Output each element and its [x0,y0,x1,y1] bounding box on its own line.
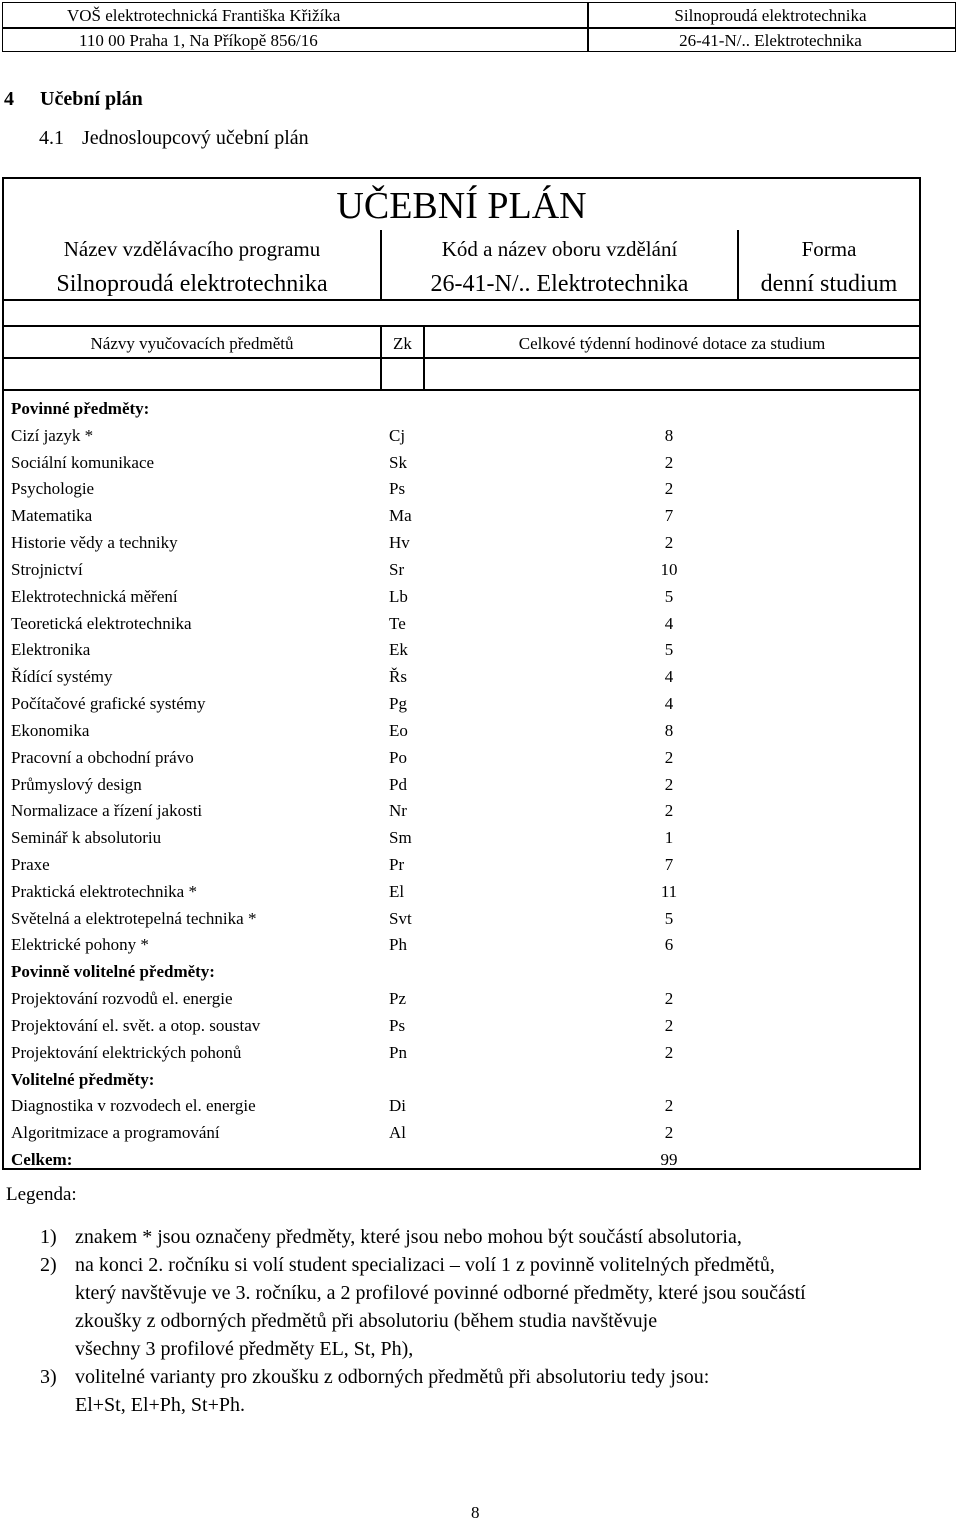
subject-name: Strojnictví [11,559,83,579]
legend-item [40,1363,950,1419]
subject-abbr: Lb [389,586,408,606]
subject-hours: 7 [664,506,674,526]
subject-hours: 7 [664,854,674,874]
subject-abbr: Pn [389,1042,407,1062]
subject-name: Ekonomika [11,720,90,740]
plan-title: UČEBNÍ PLÁN [336,185,587,227]
col-header-hours: Celkové týdenní hodinové dotace za studium [518,334,826,353]
subject-name: Teoretická elektrotechnika [11,613,192,633]
subject-name: Průmyslový design [11,774,142,794]
subject-abbr: Svt [389,908,412,928]
subject-abbr: Pg [389,694,407,714]
subject-name: Normalizace a řízení jakosti [11,801,203,821]
subject-hours: 2 [664,801,674,821]
subject-abbr: Sr [389,559,405,579]
study-plan-table [2,177,921,1170]
subject-name: Praxe [11,854,50,874]
subject-abbr: Cj [389,425,406,445]
field-label: Kód a název oboru vzdělání [441,237,678,261]
subject-abbr: Te [389,613,406,633]
legend-text: znakem * jsou označeny předměty, které jsou nebo mohou být součástí absolutoria, [75,1226,742,1248]
subject-name: Povinně volitelné předměty: [11,962,215,982]
subject-name: Počítačové grafické systémy [11,694,206,714]
subject-hours: 2 [664,1015,674,1035]
subject-hours: 2 [664,1123,674,1143]
school-address: 110 00 Praha 1, Na Příkopě 856/16 [79,31,318,50]
subject-name: Projektování elektrických pohonů [11,1042,242,1062]
legend-text: zkoušky z odborných předmětů při absolutoriu (během studia navštěvuje [75,1310,658,1332]
form-label: Forma [801,237,857,261]
subject-name: Projektování rozvodů el. energie [11,989,233,1009]
subject-hours: 2 [664,1096,674,1116]
section-heading [4,88,143,111]
subject-name: Sociální komunikace [11,452,155,472]
subject-abbr: Pd [389,774,407,794]
legend-number: 1) [40,1226,57,1248]
form-value: denní studium [760,271,898,297]
subject-name: Volitelné předměty: [11,1069,155,1089]
subject-hours: 5 [664,586,674,606]
table-rule [4,357,919,359]
subject-abbr: Řs [389,667,407,687]
subject-name: Seminář k absolutoriu [11,828,162,848]
legend-list [40,1223,950,1419]
subject-hours: 6 [664,935,674,955]
subject-abbr: Sm [389,828,412,848]
subject-hours: 4 [664,613,674,633]
subject-hours: 8 [664,425,674,445]
subject-hours: 2 [664,989,674,1009]
subject-name: Algoritmizace a programování [11,1123,220,1143]
subject-abbr: Po [389,747,407,767]
program-value: Silnoproudá elektrotechnika [56,271,328,297]
page-number: 8 [471,1503,480,1522]
subject-hours: 4 [664,667,674,687]
legend-text: El+St, El+Ph, St+Ph. [75,1394,245,1416]
subject-abbr: Pr [389,854,405,874]
subject-hours: 2 [664,1042,674,1062]
section-number: 4 [4,88,14,110]
subject-hours: 2 [664,452,674,472]
subject-hours: 4 [664,694,674,714]
program-code: 26-41-N/.. Elektrotechnika [679,31,862,50]
subject-abbr: Di [389,1096,406,1116]
subject-name: Diagnostika v rozvodech el. energie [11,1096,256,1116]
subject-name: Elektronika [11,640,91,660]
subject-name: Elektrické pohony * [11,935,149,955]
subject-name: Psychologie [11,479,95,499]
legend-text: volitelné varianty pro zkoušku z odborných předmětů při absolutoriu tedy jsou: [75,1366,710,1388]
subsection-number: 4.1 [39,127,64,149]
subject-abbr: Ph [389,935,407,955]
subject-name: Povinné předměty: [11,399,150,418]
subject-name: Světelná a elektrotepelná technika * [11,908,257,928]
subject-abbr: Pz [389,989,406,1009]
subject-name: Matematika [11,506,93,526]
subject-hours: 10 [660,559,678,579]
subject-abbr: El [389,881,405,901]
subject-abbr: Eo [389,720,408,740]
legend-number: 2) [40,1254,57,1276]
subject-abbr: Ek [389,640,408,660]
subsection-title: Jednosloupcový učební plán [82,127,309,149]
table-rule [4,325,919,327]
subject-abbr: Nr [389,801,407,821]
subject-hours: 5 [664,640,674,660]
legend-text: všechny 3 profilové předměty EL, St, Ph), [75,1338,414,1360]
subject-hours: 8 [664,720,674,740]
subject-name: Praktická elektrotechnika * [11,881,197,901]
subject-abbr: Hv [389,533,410,553]
field-value: 26-41-N/.. Elektrotechnika [430,271,689,297]
col-header-subjects: Názvy vyučovacích předmětů [90,334,294,353]
subject-name: Pracovní a obchodní právo [11,747,194,767]
subject-hours: 99 [660,1150,678,1169]
program-label: Název vzdělávacího programu [63,237,321,261]
legend-item [40,1223,950,1251]
legend-item [40,1251,950,1363]
subject-hours: 2 [664,479,674,499]
section-title: Učební plán [40,88,143,110]
table-rule [4,299,919,301]
subject-name: Cizí jazyk * [11,425,94,445]
subject-name: Elektrotechnická měření [11,586,178,606]
program-name: Silnoproudá elektrotechnika [674,6,867,25]
subject-hours: 2 [664,774,674,794]
subject-name: Historie vědy a techniky [11,533,178,553]
subject-abbr: Ma [389,506,412,526]
subject-hours: 5 [664,908,674,928]
legend-text: na konci 2. ročníku si volí student specializaci – volí 1 z povinně volitelných předmětů, [75,1254,775,1276]
subject-hours: 1 [664,828,674,848]
col-header-abbr: Zk [393,334,412,353]
subject-abbr: Sk [389,452,407,472]
subject-abbr: Al [389,1123,406,1143]
subject-hours: 2 [664,533,674,553]
subject-name: Projektování el. svět. a otop. soustav [11,1015,261,1035]
legend-number: 3) [40,1366,57,1388]
page-header [2,2,956,52]
subsection-heading [39,127,309,150]
school-name: VOŠ elektrotechnická Františka Křižíka [67,6,341,25]
table-rule [4,389,919,391]
subject-abbr: Ps [389,479,406,499]
subject-hours: 11 [660,881,678,901]
subject-name: Řídící systémy [11,667,113,687]
subject-hours: 2 [664,747,674,767]
subject-abbr: Ps [389,1015,406,1035]
legend-title: Legenda: [6,1184,77,1205]
legend-text: který navštěvuje ve 3. ročníku, a 2 profilové povinné odborné předměty, které jsou součástí [75,1282,806,1304]
subject-name: Celkem: [11,1150,73,1169]
